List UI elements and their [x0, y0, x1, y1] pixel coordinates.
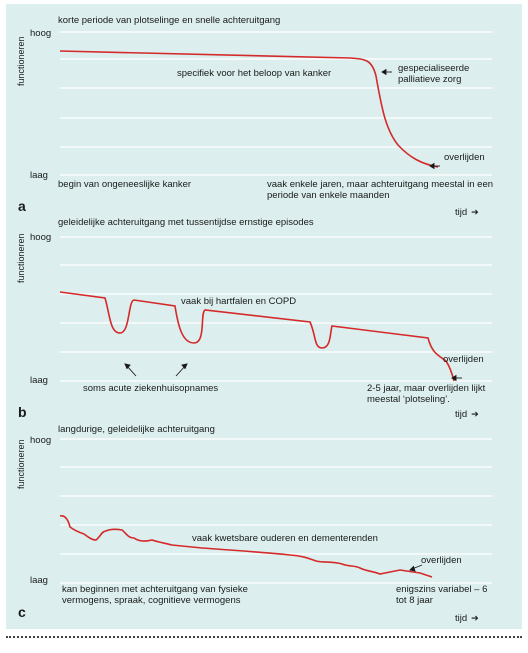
grid-lines-b	[60, 237, 492, 381]
panel-letter-c: c	[18, 604, 26, 620]
low-label-c: laag	[30, 575, 48, 586]
trajectory-figure	[6, 4, 522, 629]
plot-svg-b	[60, 235, 492, 383]
time-label-c	[455, 613, 479, 624]
annotation-frail: vaak kwetsbare ouderen en dementerenden	[192, 533, 378, 544]
pointer-arrows-b	[125, 364, 462, 381]
plot-area-a	[60, 30, 492, 176]
footer-dotted-rule	[6, 636, 522, 638]
annotation-heart: vaak bij hartfalen en COPD	[181, 296, 297, 307]
panel-c-title: langdurige, geleidelijke achteruitgang	[58, 424, 215, 435]
high-label-a: hoog	[30, 28, 52, 39]
time-text-b: tijd	[455, 409, 468, 420]
time-arrow-icon: ➔	[471, 207, 479, 217]
annotation-death-b: overlijden	[443, 354, 484, 365]
high-label-b: hoog	[30, 232, 52, 243]
annotation-death-a: overlijden	[444, 152, 485, 163]
time-arrow-icon: ➔	[471, 409, 479, 419]
panel-b	[6, 211, 522, 419]
y-axis-label-c: functioneren	[16, 439, 26, 489]
grid-lines-a	[60, 32, 492, 175]
annotation-death-c: overlijden	[421, 555, 462, 566]
annotation-start-a: begin van ongeneeslijke kanker	[58, 179, 192, 190]
y-axis-label-a: functioneren	[16, 36, 26, 86]
annotation-duration-b: 2-5 jaar, maar overlijden lijkt meestal ‘plotseling’.	[367, 383, 486, 405]
annotation-duration-c: enigszins variabel – 6 tot 8 jaar	[396, 584, 488, 606]
panel-a-title: korte periode van plotselinge en snelle achteruitgang	[58, 15, 281, 26]
plot-area-b	[60, 235, 492, 383]
annotation-palliative: gespecialiseerde palliatieve zorg	[398, 63, 470, 85]
low-label-b: laag	[30, 375, 48, 386]
panel-b-title: geleidelijke achteruitgang met tussentijdse ernstige episodes	[58, 217, 314, 228]
annotation-duration-a: vaak enkele jaren, maar achteruitgang meestal in een periode van enkele maanden	[267, 179, 494, 201]
time-text-a: tijd	[455, 207, 468, 218]
y-axis-label-b: functioneren	[16, 233, 26, 283]
panel-letter-b: b	[18, 404, 27, 420]
plot-svg-a	[60, 30, 492, 176]
high-label-c: hoog	[30, 435, 52, 446]
annotation-hospital: soms acute ziekenhuisopnames	[83, 383, 219, 394]
panel-c	[6, 419, 522, 629]
time-text-c: tijd	[455, 613, 468, 624]
annotation-start-c: kan beginnen met achteruitgang van fysieke vermogens, spraak, cognitieve vermogens	[62, 584, 248, 606]
panel-letter-a: a	[18, 198, 26, 214]
annotation-specific: specifiek voor het beloop van kanker	[177, 68, 332, 79]
low-label-a: laag	[30, 170, 48, 181]
time-arrow-icon: ➔	[471, 613, 479, 623]
panel-a	[6, 4, 522, 218]
